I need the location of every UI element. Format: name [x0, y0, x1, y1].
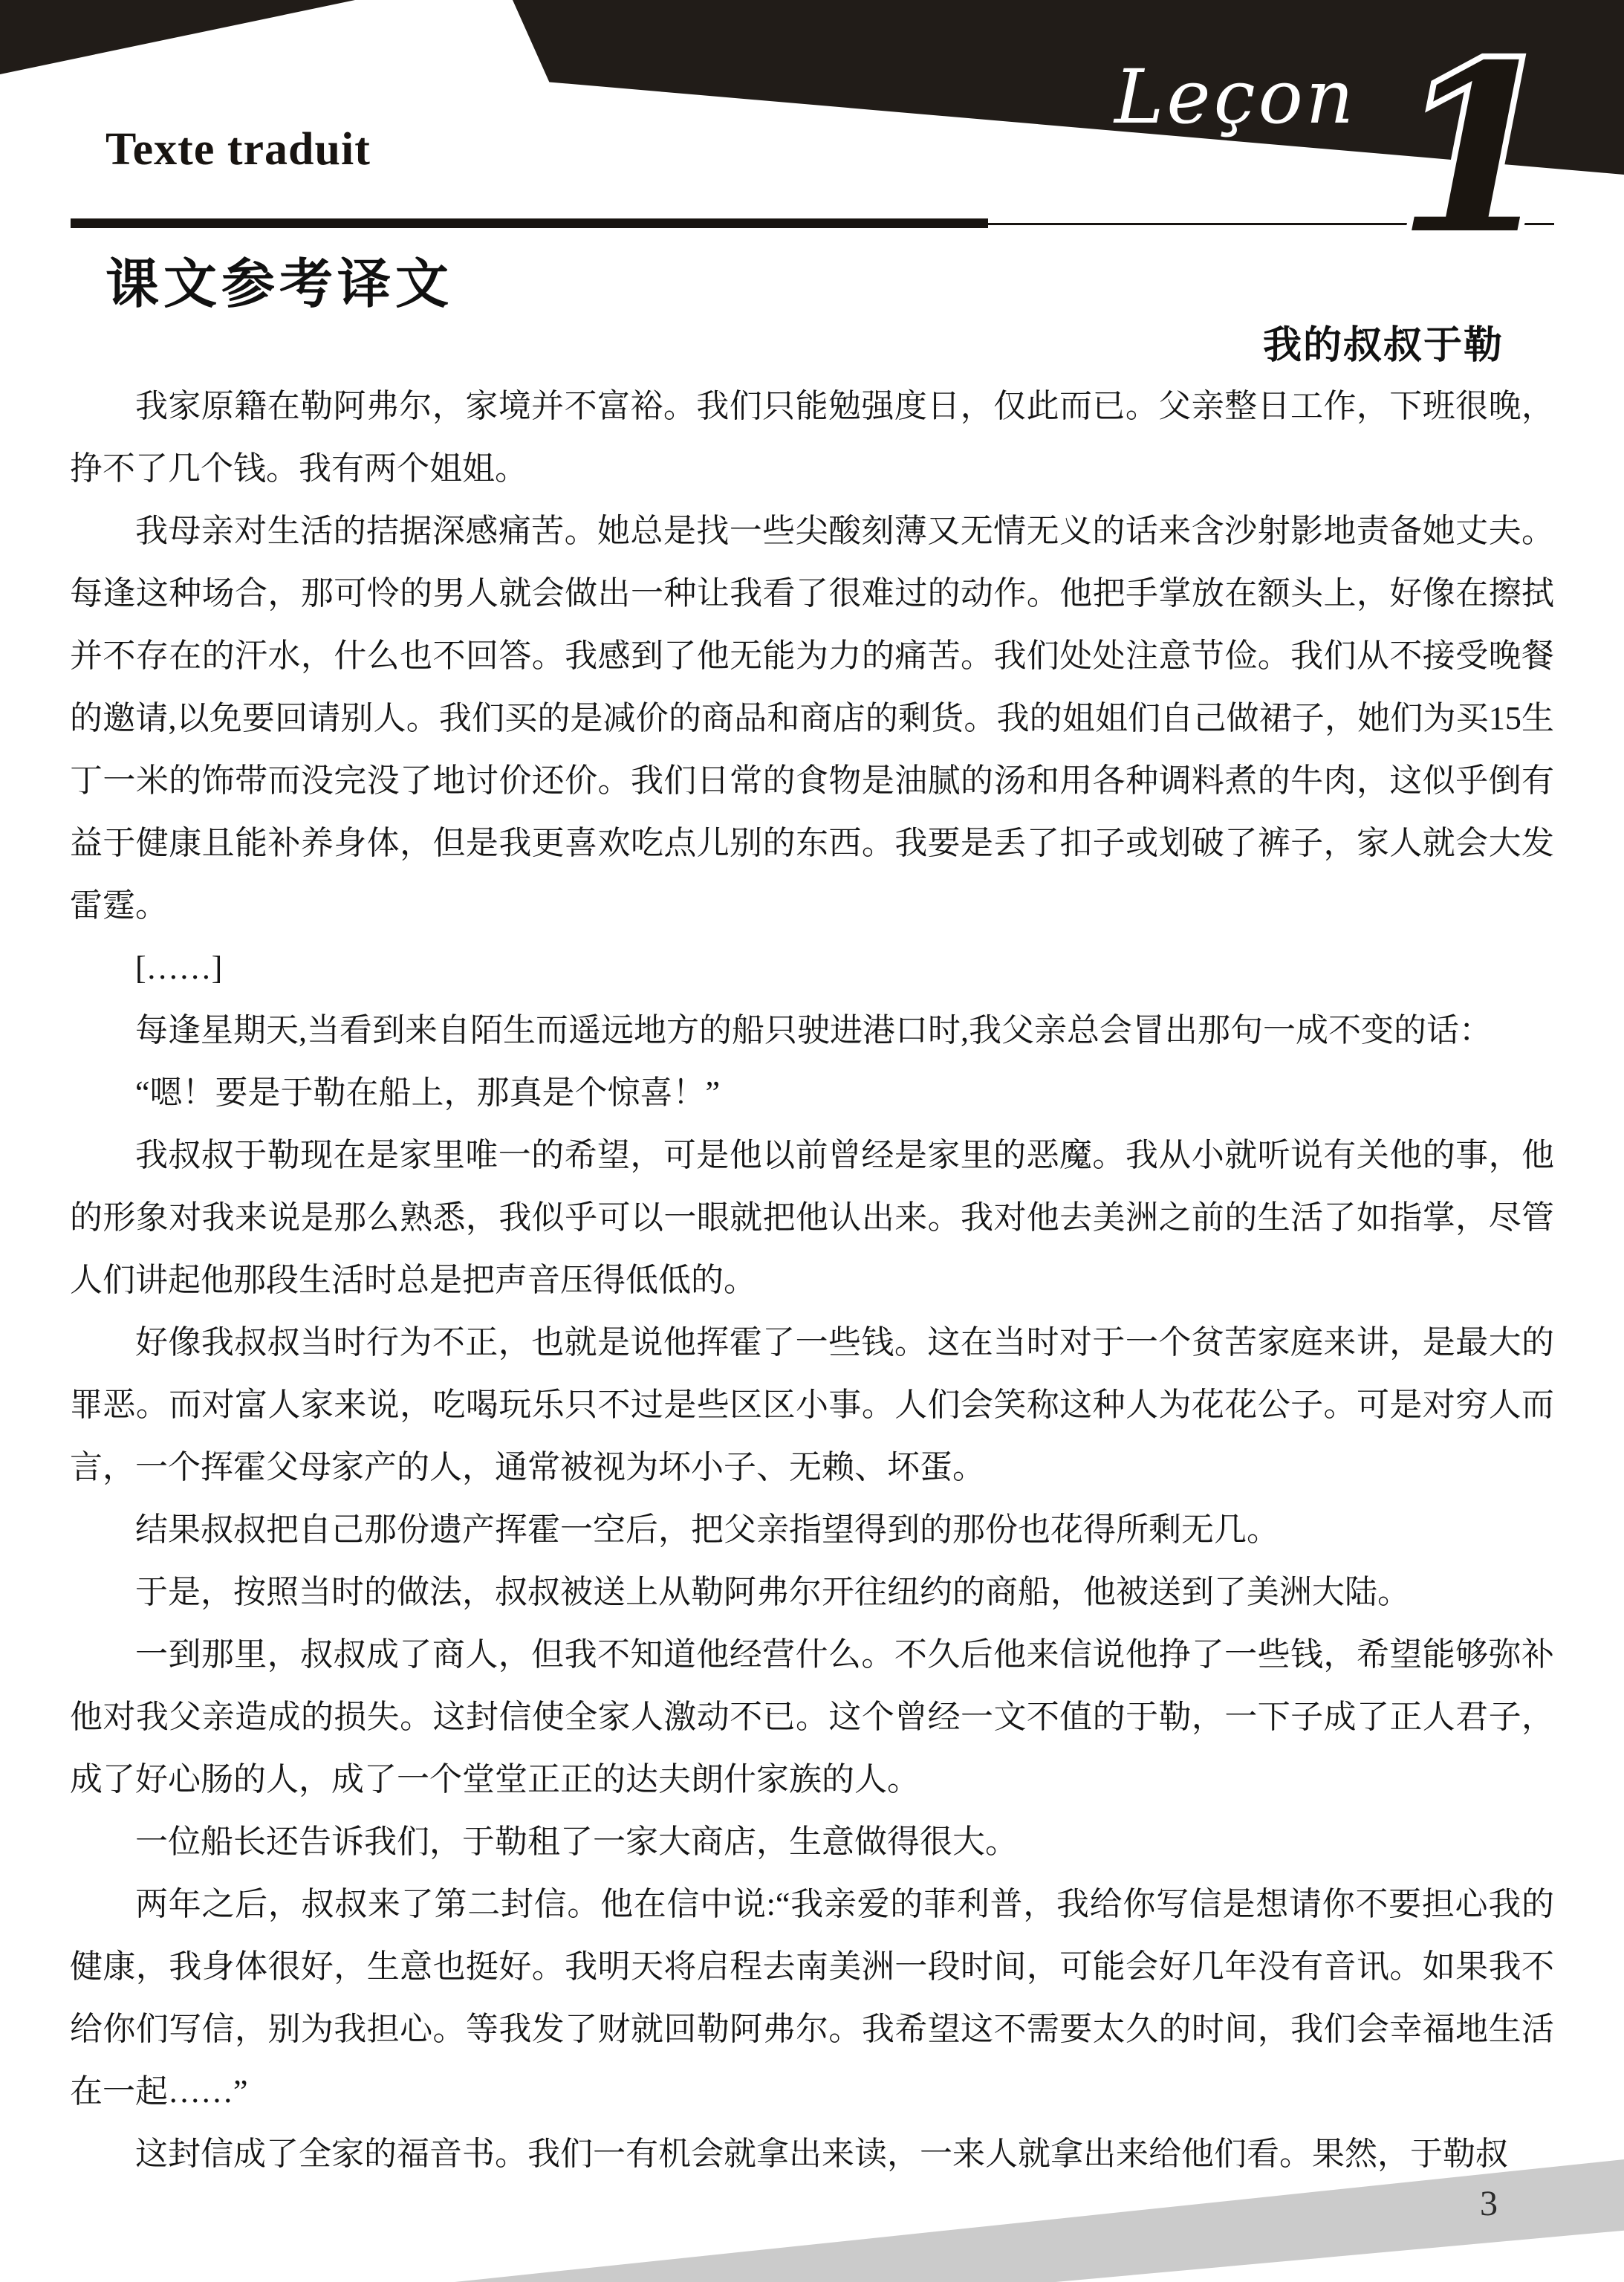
body-paragraph: 一到那里，叔叔成了商人，但我不知道他经营什么。不久后他来信说他挣了一些钱，希望能够弥补他对我父亲造成的损失。这封信使全家人激动不已。这个曾经一文不值的于勒，一下子成了正人君子，成了好心肠的人，成了一个堂堂正正的达夫朗什家族的人。 — [70, 1636, 1554, 1798]
title-rule-thick — [71, 218, 988, 228]
article-title: 我的叔叔于勒 — [1262, 325, 1504, 367]
body-paragraph: 结果叔叔把自己那份遗产挥霍一空后，把父亲指望得到的那份也花得所剩无几。 — [135, 1511, 1279, 1548]
body-paragraph: 我母亲对生活的拮据深感痛苦。她总是找一些尖酸刻薄又无情无义的话来含沙射影地责备她丈夫。每逢这种场合，那可怜的男人就会做出一种让我看了很难过的动作。他把手掌放在额头上，好像在擦拭并不存在的汗水，什么也不回答。我感到了他无能为力的痛苦。我们处处注意节俭。我们从不接受晚餐的邀请,以免要回请别人。我们买的是减价的商品和商店的剩货。我的姐姐们自己做裙子，她们为买15生丁一米的饰带而没完没了地讨价还价。我们日常的食物是油腻的汤和用各种调料煮的牛肉，这似乎倒有益于健康且能补养身体，但是我更喜欢吃点儿别的东西。我要是丢了扣子或划破了裤子，家人就会大发雷霆。 — [70, 513, 1554, 924]
body-paragraph: 我家原籍在勒阿弗尔，家境并不富裕。我们只能勉强度日，仅此而已。父亲整日工作，下班很晚，挣不了几个钱。我有两个姐姐。 — [70, 388, 1554, 487]
body-paragraph: 每逢星期天,当看到来自陌生而遥远地方的船只驶进港口时,我父亲总会冒出那句一成不变的话： — [135, 1012, 1492, 1048]
body-paragraph: 两年之后，叔叔来了第二封信。他在信中说:“我亲爱的菲利普，我给你写信是想请你不要担心我的健康，我身体很好，生意也挺好。我明天将启程去南美洲一段时间，可能会好几年没有音讯。如果我不给你们写信，别为我担心。等我发了财就回勒阿弗尔。我希望这不需要太久的时间，我们会幸福地生活在一起……” — [70, 1886, 1554, 2110]
body-paragraph: 好像我叔叔当时行为不正，也就是说他挥霍了一些钱。这在当时对于一个贫苦家庭来讲，是最大的罪恶。而对富人家来说，吃喝玩乐只不过是些区区小事。人们会笑称这种人为花花公子。可是对穷人而言，一个挥霍父母家产的人，通常被视为坏小子、无赖、坏蛋。 — [70, 1324, 1554, 1485]
lesson-number — [1352, 15, 1568, 285]
body-paragraph: [……] — [135, 950, 223, 986]
body-paragraph: 这封信成了全家的福音书。我们一有机会就拿出来读，一来人就拿出来给他们看。果然，于勒叔 — [135, 2136, 1508, 2172]
page-title: 课文参考译文 — [105, 255, 454, 314]
body-paragraph: 于是，按照当时的做法，叔叔被送上从勒阿弗尔开往纽约的商船，他被送到了美洲大陆。 — [135, 1574, 1410, 1610]
body-text — [70, 375, 1554, 2185]
lesson-number-glyph: 1 — [1397, 15, 1557, 285]
body-paragraph: 一位船长还告诉我们，于勒租了一家大商店，生意做得很大。 — [135, 1824, 1018, 1860]
lesson-script-label: Leçon — [1114, 54, 1357, 140]
section-title: Texte traduit — [105, 124, 371, 175]
body-paragraph: 我叔叔于勒现在是家里唯一的希望，可是他以前曾经是家里的恶魔。我从小就听说有关他的事，他的形象对我来说是那么熟悉，我似乎可以一眼就把他认出来。我对他去美洲之前的生活了如指掌，尽管人们讲起他那段生活时总是把声音压得低低的。 — [70, 1137, 1554, 1298]
top-left-banner-shape — [0, 0, 355, 74]
page-number: 3 — [1480, 2184, 1498, 2223]
body-paragraph: “嗯！要是于勒在船上，那真是个惊喜！” — [135, 1074, 721, 1111]
